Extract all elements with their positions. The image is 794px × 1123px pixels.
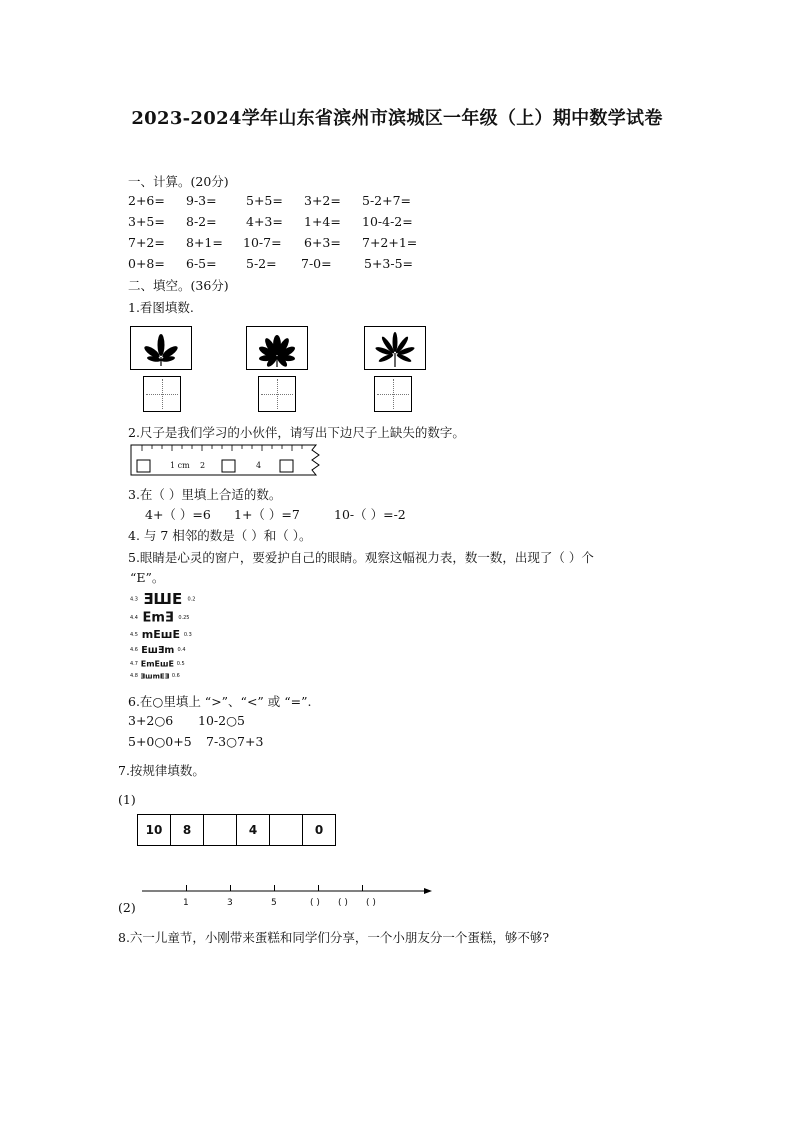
- calc-item: 8+1=: [186, 235, 223, 250]
- answer-box[interactable]: [258, 376, 296, 412]
- eye-chart-row: 4.8 ƎшmEƎ 0.6: [130, 672, 180, 681]
- number-line-tick: [186, 885, 187, 891]
- number-line-blank[interactable]: ( ): [310, 898, 320, 908]
- calc-item: 9-3=: [186, 193, 217, 208]
- number-line: [140, 880, 435, 910]
- number-line-tick: [274, 885, 275, 891]
- sequence-cell: 4: [237, 815, 270, 845]
- q3-item: 1+（ ）=7: [234, 507, 300, 522]
- eye-chart-row: 4.6 EшƎm 0.4: [130, 645, 186, 656]
- calc-item: 2+6=: [128, 193, 165, 208]
- q6-item: 7-3○7+3: [206, 734, 264, 749]
- leaf-many-icon: [247, 327, 307, 369]
- calc-item: 7+2=: [128, 235, 165, 250]
- calc-item: 5-2+7=: [362, 193, 412, 208]
- sequence-cell: 0: [314, 823, 324, 837]
- q7-text: 7.按规律填数。: [118, 763, 205, 778]
- q1-text: 1.看图填数.: [128, 300, 194, 315]
- leaf-picture-box: [246, 326, 308, 370]
- sequence-blank[interactable]: [270, 815, 303, 845]
- sequence-cell: 8: [171, 815, 204, 845]
- calc-item: 6-5=: [186, 256, 217, 271]
- q3-text: 3.在（ ）里填上合适的数。: [128, 487, 282, 502]
- calc-item: 5+3-5=: [364, 256, 414, 271]
- ruler-label-4: 4: [256, 461, 262, 470]
- section2-heading: 二、填空。(36分): [128, 278, 229, 293]
- number-line-arrow-icon: [140, 882, 435, 896]
- number-line-label: 1: [183, 898, 189, 908]
- q8-text: 8.六一儿童节，小刚带来蛋糕和同学们分享，一个小朋友分一个蛋糕，够不够?: [118, 930, 550, 945]
- q4-text: 4. 与 7 相邻的数是（ ）和（ ）。: [128, 528, 312, 543]
- calc-item: 1+4=: [304, 214, 341, 229]
- q7-part1-label: (1): [118, 792, 136, 807]
- number-line-tick: [318, 885, 319, 891]
- leaf-picture-box: [130, 326, 192, 370]
- sequence-boxes: [137, 814, 336, 846]
- q3-item: 10-（ ）=-2: [334, 507, 406, 522]
- eye-chart: [130, 590, 220, 686]
- ruler: [130, 444, 326, 476]
- q7-part2-label: (2): [118, 900, 136, 915]
- answer-box[interactable]: [374, 376, 412, 412]
- calc-item: 4+3=: [246, 214, 283, 229]
- section1-heading: 一、计算。(20分): [128, 174, 229, 189]
- answer-box[interactable]: [143, 376, 181, 412]
- eye-chart-row: 4.7 EmEшE 0.5: [130, 659, 185, 669]
- calc-item: 3+5=: [128, 214, 165, 229]
- eye-chart-row: 4.4 EmƎ 0.25: [130, 610, 190, 626]
- q3-item: 4+（ ）=6: [145, 507, 211, 522]
- eye-chart-row: 4.3 ƎШE 0.2: [130, 590, 196, 608]
- calc-item: 5-2=: [246, 256, 277, 271]
- q6-text: 6.在○里填上 “>”、“<” 或 “=”.: [128, 694, 312, 709]
- q5-text-e: “E”。: [130, 570, 165, 585]
- calc-item: 0+8=: [128, 256, 165, 271]
- ruler-icon: [130, 444, 326, 476]
- calc-item: 7-0=: [301, 256, 332, 271]
- calc-item: 3+2=: [304, 193, 341, 208]
- q6-item: 10-2○5: [198, 713, 245, 728]
- page-title: 2023-2024学年山东省滨州市滨城区一年级（上）期中数学试卷: [131, 108, 663, 129]
- q6-item: 3+2○6: [128, 713, 174, 728]
- ruler-label-1cm: 1 cm: [170, 461, 190, 470]
- calc-item: 5+5=: [246, 193, 283, 208]
- number-line-blank[interactable]: ( ): [338, 898, 348, 908]
- sequence-blank[interactable]: [204, 815, 237, 845]
- number-line-blank[interactable]: ( ): [366, 898, 376, 908]
- calc-item: 10-7=: [243, 235, 282, 250]
- number-line-label: 5: [271, 898, 277, 908]
- ruler-label-2: 2: [200, 461, 206, 470]
- calc-item: 7+2+1=: [362, 235, 418, 250]
- eye-chart-row: 4.5 mEшE 0.3: [130, 628, 192, 641]
- calc-item: 8-2=: [186, 214, 217, 229]
- calc-item: 6+3=: [304, 235, 341, 250]
- number-line-label: 3: [227, 898, 233, 908]
- leaf-7-icon: [365, 327, 425, 369]
- leaf-picture-box: [364, 326, 426, 370]
- number-line-tick: [362, 885, 363, 891]
- q6-item: 5+0○0+5: [128, 734, 192, 749]
- leaf-3-icon: [131, 327, 191, 369]
- number-line-tick: [230, 885, 231, 891]
- q2-text: 2.尺子是我们学习的小伙伴，请写出下边尺子上缺失的数字。: [128, 425, 465, 440]
- calc-item: 10-4-2=: [362, 214, 413, 229]
- q5-text: 5.眼睛是心灵的窗户，要爱护自己的眼睛。观察这幅视力表，数一数，出现了（ ）个: [128, 550, 594, 565]
- sequence-cell: 10: [138, 815, 171, 845]
